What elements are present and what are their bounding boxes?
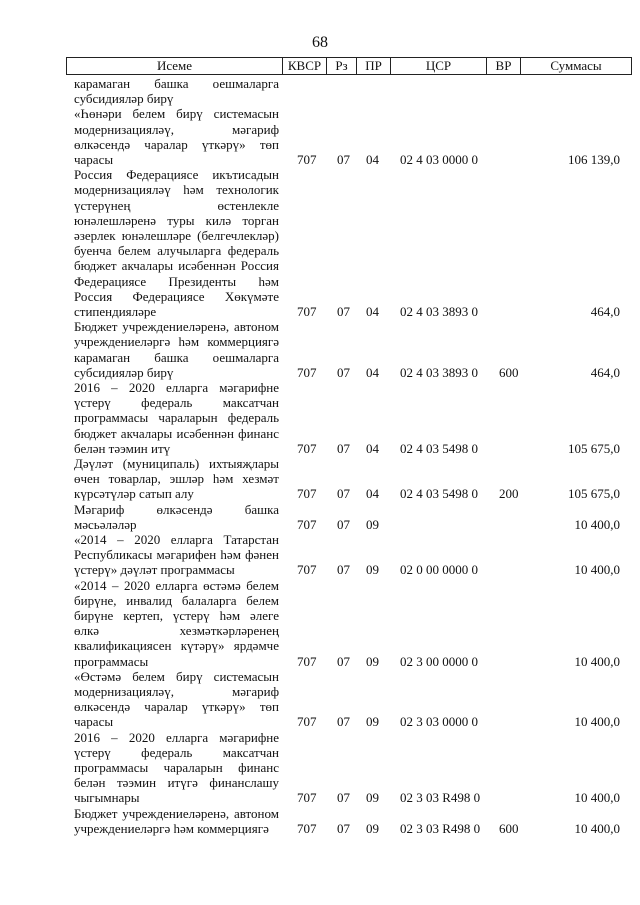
cell-pr: 04 bbox=[366, 440, 379, 456]
cell-rz: 07 bbox=[337, 516, 350, 532]
cell-sum: 464,0 bbox=[590, 364, 620, 380]
cell-sum: 106 139,0 bbox=[568, 151, 620, 167]
cell-kvsr: 707 bbox=[297, 653, 317, 669]
row-name-line: өлкәсендә чаралар үткәрү» төп bbox=[74, 136, 279, 152]
cell-kvsr: 707 bbox=[297, 790, 317, 806]
cell-sum: 464,0 bbox=[590, 303, 620, 319]
row-name-line: 2016 – 2020 елларга мәгарифне bbox=[74, 380, 279, 395]
cell-vr: 600 bbox=[499, 364, 519, 380]
row-name bbox=[74, 806, 279, 836]
cell-csr: 02 4 03 3893 0 bbox=[400, 303, 478, 319]
row-name bbox=[74, 76, 279, 106]
row-name-line: үстерү федераль максатчан bbox=[74, 395, 279, 411]
row-name-line: Федерациясе Президенты һәм bbox=[74, 273, 279, 289]
cell-pr: 09 bbox=[366, 714, 379, 730]
column-header-kvsr: КВСР bbox=[283, 58, 327, 74]
cell-sum: 10 400,0 bbox=[574, 653, 620, 669]
cell-sum: 105 675,0 bbox=[568, 486, 620, 502]
column-header-rz: Рз bbox=[327, 58, 357, 74]
page-number: 68 bbox=[312, 34, 328, 51]
row-name bbox=[74, 167, 279, 319]
cell-kvsr: 707 bbox=[297, 714, 317, 730]
row-name-line: «Һөнәри белем бирү системасын bbox=[74, 106, 279, 122]
cell-csr: 02 3 03 R498 0 bbox=[400, 790, 481, 806]
cell-kvsr: 707 bbox=[297, 151, 317, 167]
row-name-line: юнәлешләренә туры килә торган bbox=[74, 212, 279, 228]
row-name-line: «Өстәмә белем бирү системасын bbox=[74, 668, 279, 684]
row-name bbox=[74, 578, 279, 669]
cell-kvsr: 707 bbox=[297, 562, 317, 578]
row-name-line: учреждениеләргә һәм коммерциягә bbox=[74, 334, 279, 350]
row-name-line: карамаган башка оешмаларга bbox=[74, 76, 279, 91]
row-name-line: программасы чараларын федераль bbox=[74, 410, 279, 426]
row-name-line: карамаган башка оешмаларга bbox=[74, 349, 279, 365]
cell-rz: 07 bbox=[337, 653, 350, 669]
cell-rz: 07 bbox=[337, 562, 350, 578]
cell-pr: 09 bbox=[366, 820, 379, 836]
cell-sum: 105 675,0 bbox=[568, 440, 620, 456]
row-name-line: чарасы bbox=[74, 714, 114, 730]
row-name-line: модернизацияләү һәм технологик bbox=[74, 182, 279, 198]
cell-csr: 02 0 00 0000 0 bbox=[400, 562, 478, 578]
row-name bbox=[74, 319, 279, 380]
cell-vr: 200 bbox=[499, 486, 519, 502]
row-name-line: Бюджет учреждениеләренә, автоном bbox=[74, 319, 279, 335]
cell-kvsr: 707 bbox=[297, 486, 317, 502]
cell-pr: 04 bbox=[366, 303, 379, 319]
cell-kvsr: 707 bbox=[297, 820, 317, 836]
cell-csr: 02 3 03 0000 0 bbox=[400, 714, 478, 730]
cell-pr: 09 bbox=[366, 653, 379, 669]
row-name-line: учреждениеләргә һәм коммерциягә bbox=[74, 820, 269, 836]
row-name-line: Бюджет учреждениеләренә, автоном bbox=[74, 805, 279, 821]
cell-pr: 09 bbox=[366, 516, 379, 532]
row-name-line: бюджет акчалары исәбеннән финанс bbox=[74, 425, 279, 441]
row-name-line: программасы чараларын финанс bbox=[74, 760, 279, 775]
row-name bbox=[74, 730, 279, 806]
cell-pr: 04 bbox=[366, 151, 379, 167]
cell-rz: 07 bbox=[337, 151, 350, 167]
row-name-line: белән тәэмин итүгә финанслашу bbox=[74, 775, 279, 791]
row-name-line: модернизацияләү, мәгариф bbox=[74, 121, 279, 137]
cell-csr: 02 3 03 R498 0 bbox=[400, 820, 481, 836]
cell-rz: 07 bbox=[337, 790, 350, 806]
row-name bbox=[74, 106, 279, 167]
cell-pr: 09 bbox=[366, 562, 379, 578]
row-name-line: Дәүләт (муниципаль) ихтыяҗлары bbox=[74, 456, 279, 471]
row-name-line: субсидияләр бирү bbox=[74, 364, 174, 380]
row-name-line: әзерлек юнәлешләре (белгечлекләр) bbox=[74, 228, 279, 243]
row-name-line: бирүне кертеп, үстерү һәм әлеге bbox=[74, 608, 279, 623]
row-name-line: Мәгариф өлкәсендә башка bbox=[74, 501, 279, 517]
column-header-sum: Суммасы bbox=[550, 58, 602, 73]
row-name-line: программасы bbox=[74, 653, 149, 669]
cell-rz: 07 bbox=[337, 820, 350, 836]
row-name-line: модернизацияләү, мәгариф bbox=[74, 684, 279, 699]
cell-sum: 10 400,0 bbox=[574, 562, 620, 578]
cell-kvsr: 707 bbox=[297, 303, 317, 319]
row-name-line: 2016 – 2020 елларга мәгарифне bbox=[74, 729, 279, 745]
row-name-line: өлкәсендә чаралар үткәрү» төп bbox=[74, 699, 279, 715]
cell-rz: 07 bbox=[337, 364, 350, 380]
row-name-line: мәсьәләләр bbox=[74, 516, 137, 532]
column-header-name: Исеме bbox=[67, 58, 283, 74]
cell-csr: 02 4 03 0000 0 bbox=[400, 151, 478, 167]
cell-rz: 07 bbox=[337, 303, 350, 319]
cell-vr: 600 bbox=[499, 820, 519, 836]
row-name-line: өчен товарлар, эшләр һәм хезмәт bbox=[74, 471, 279, 487]
row-name-line: бирүне, инвалид балаларга белем bbox=[74, 592, 279, 608]
row-name-line: чарасы bbox=[74, 152, 114, 167]
cell-csr: 02 3 00 0000 0 bbox=[400, 653, 478, 669]
row-name-line: Республикасы мәгарифен һәм фәнен bbox=[74, 547, 279, 563]
row-name-line: буенча белем алучыларга федераль bbox=[74, 243, 279, 259]
cell-rz: 07 bbox=[337, 714, 350, 730]
row-name-line: белән тәэмин итү bbox=[74, 440, 171, 456]
cell-pr: 04 bbox=[366, 486, 379, 502]
cell-sum: 10 400,0 bbox=[574, 714, 620, 730]
cell-rz: 07 bbox=[337, 486, 350, 502]
row-name-line: стипендияләре bbox=[74, 304, 157, 320]
cell-rz: 07 bbox=[337, 440, 350, 456]
row-name bbox=[74, 669, 279, 730]
row-name-line: үстерүнең өстенлекле bbox=[74, 197, 279, 213]
row-name-line: субсидияләр бирү bbox=[74, 91, 174, 107]
row-name bbox=[74, 456, 279, 502]
row-name-line: квалификациясен күтәрү» ярдәмче bbox=[74, 638, 279, 654]
cell-csr: 02 4 03 5498 0 bbox=[400, 440, 478, 456]
row-name-line: үстерү федераль максатчан bbox=[74, 744, 279, 760]
row-name-line: өлкә хезмәткәрләренең bbox=[74, 623, 279, 639]
column-header-csr: ЦСР bbox=[391, 58, 487, 74]
row-name-line: чыгымнары bbox=[74, 790, 140, 806]
row-name-line: бюджет акчалары исәбеннән Россия bbox=[74, 258, 279, 274]
cell-sum bbox=[520, 91, 620, 106]
cell-sum: 10 400,0 bbox=[574, 790, 620, 806]
cell-csr: 02 4 03 3893 0 bbox=[400, 364, 478, 380]
row-name-line: үстерү» дәүләт программасы bbox=[74, 562, 235, 578]
cell-sum: 10 400,0 bbox=[574, 516, 620, 532]
row-name-line: «2014 – 2020 елларга Татарстан bbox=[74, 532, 279, 547]
cell-kvsr: 707 bbox=[297, 364, 317, 380]
row-name bbox=[74, 502, 279, 532]
cell-sum: 10 400,0 bbox=[574, 820, 620, 836]
table-header bbox=[66, 57, 632, 75]
row-name-line: «2014 – 2020 елларга өстәмә белем bbox=[74, 577, 279, 593]
row-name-line: Россия Федерациясе Хөкүмәте bbox=[74, 288, 279, 304]
row-name-line: Россия Федерациясе икътисадын bbox=[74, 167, 279, 183]
cell-kvsr: 707 bbox=[297, 440, 317, 456]
cell-pr: 09 bbox=[366, 790, 379, 806]
row-name bbox=[74, 532, 279, 578]
cell-pr: 04 bbox=[366, 364, 379, 380]
cell-kvsr: 707 bbox=[297, 516, 317, 532]
cell-csr: 02 4 03 5498 0 bbox=[400, 486, 478, 502]
column-header-vr: ВР bbox=[487, 58, 521, 74]
row-name bbox=[74, 380, 279, 456]
column-header-pr: ПР bbox=[357, 58, 391, 74]
row-name-line: күрсәтүләр сатып алу bbox=[74, 486, 194, 502]
